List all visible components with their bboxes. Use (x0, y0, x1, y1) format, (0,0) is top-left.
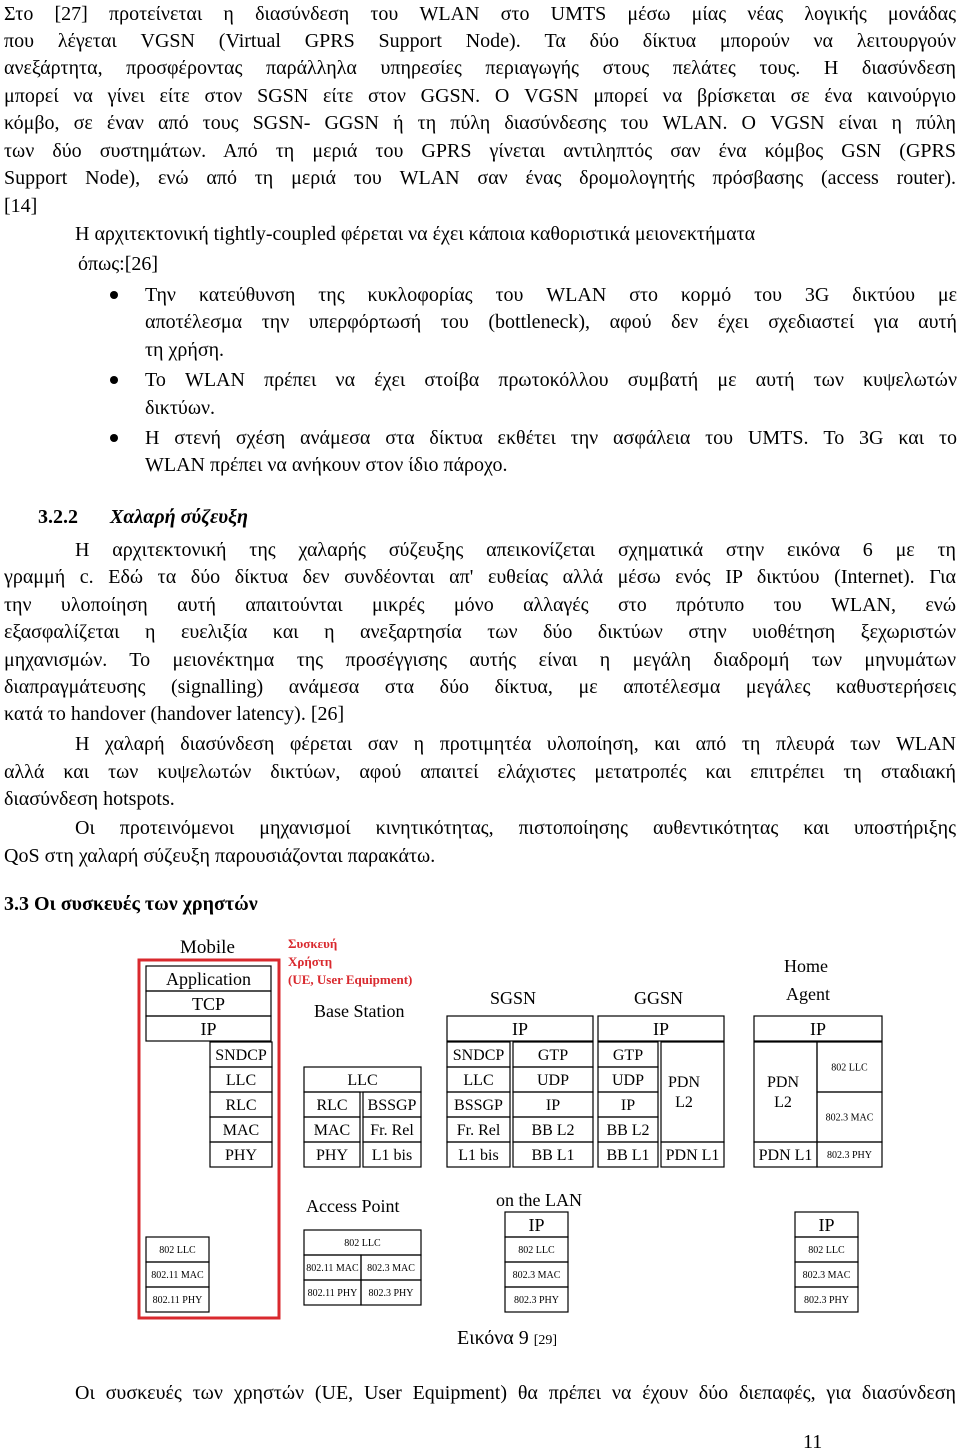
paragraph-line: όπως:[26] (78, 253, 159, 275)
on-the-lan-label: on the LAN (496, 1190, 582, 1210)
stack-label: IP (652, 1018, 670, 1039)
ggsn-l2-label: L2 (675, 1094, 693, 1111)
stack-label: PDN L1 (665, 1147, 720, 1165)
bullet-line: Την κατεύθυνση της κυκλοφορίας του WLAN στο κορμό του 3G δικτύου με (145, 284, 957, 306)
paragraph-line: διασύνδεση hotspots. (4, 788, 175, 810)
stack-label: BB L1 (531, 1147, 575, 1165)
stack-label: MAC (313, 1122, 351, 1140)
paragraph-line: ανεξάρτητα, προσφέροντας παράλληλα υπηρεσίες περιαγωγής στους πελάτες τους. Η διασύνδεση (4, 57, 956, 79)
paragraph-line: γραμμή c. Εδώ τα δύο δίκτυα δεν συνδέονται απ' ευθείας αλλά μέσω ενός IP δικτύου (Internet). Για (4, 566, 956, 588)
ggsn-pdn-label: PDN (667, 1074, 701, 1091)
paragraph-line: Η αρχιτεκτονική tightly-coupled φέρεται να έχει κάποια καθοριστικά μειονεκτήματα (75, 223, 756, 245)
paragraph-line: αλλά και των κυψελωτών δικτύων, αφού απαιτεί ελάχιστες μετατροπές και επιτρέπει τη σταδιακή (4, 761, 956, 783)
paragraph-line: μπορεί να γίνει είτε στον SGSN είτε στον GGSN. Ο VGSN μπορεί να βρίσκεται σε ένα καινούργιο (4, 85, 956, 107)
section-number: 3.2.2 (38, 506, 78, 528)
stack-label: BSSGP (454, 1097, 503, 1115)
bullet-icon (110, 434, 118, 442)
paragraph-line: Η χαλαρή διασύνδεση φέρεται σαν η προτιμητέα υλοποίηση, και από τη πλευρά των WLAN (75, 733, 956, 755)
bullet-icon (110, 291, 118, 299)
caption-text: Εικόνα 9 (457, 1327, 529, 1349)
stack-label: Fr. Rel (370, 1122, 414, 1140)
stack-box (754, 1042, 817, 1142)
stack-label: BB L2 (531, 1122, 575, 1140)
stack-label: PHY (224, 1147, 258, 1165)
stack-label: 802.3 PHY (513, 1295, 560, 1306)
paragraph-line: μηχανισμών. Το μειονέκτημα της προσέγγισης αυτής είναι η μεγάλη διαδρομή των μηνυμάτων (4, 649, 956, 671)
paragraph-line: Οι συσκευές των χρηστών (UE, User Equipment) θα πρέπει να έχουν δύο διεπαφές, για διασύνδεση (75, 1382, 956, 1404)
stack-label: TCP (191, 993, 226, 1014)
ggsn-label: GGSN (634, 988, 684, 1008)
stack-label: MAC (222, 1122, 260, 1140)
stack-label: 802.11 PHY (152, 1295, 203, 1306)
paragraph-line: [14] (4, 195, 38, 217)
stack-label: Application (166, 968, 251, 989)
stack-label: 802.3 MAC (367, 1263, 415, 1274)
paragraph-line: Η αρχιτεκτονική της χαλαρής σύζευξης απεικονίζεται σχηματικά στην εικόνα 6 με τη (75, 539, 956, 561)
stack-label: 802.11 PHY (307, 1288, 358, 1299)
access-point-label: Access Point (306, 1196, 400, 1216)
paragraph-line: των δύο συστημάτων. Από τη μεριά του GPRS γίνεται αντιληπτός σαν ένα κόμβος GSN (GPRS (4, 140, 956, 162)
stack-label: Fr. Rel (456, 1122, 501, 1140)
stack-label: LLC (463, 1072, 494, 1090)
stack-label: PDN L1 (758, 1147, 813, 1165)
bullet-line: δικτύων. (145, 397, 216, 419)
stack-label: 802.3 MAC (825, 1112, 874, 1124)
stack-label: IP (528, 1214, 545, 1235)
stack-label: L1 bis (371, 1147, 413, 1165)
stack-label: LLC (225, 1072, 257, 1090)
stack-label: PHY (315, 1147, 349, 1165)
stack-label: 802 LLC (159, 1245, 196, 1256)
stack-label: BB L2 (606, 1122, 650, 1140)
paragraph-line: Οι προτεινόμενοι μηχανισμοί κινητικότητας, πιστοποίησης αυθεντικότητας και υποστήριξης (75, 817, 956, 839)
caption-ref: [29] (533, 1333, 558, 1348)
paragraph-line: Στο [27] προτείνεται η διασύνδεση του WLAN στο UMTS μέσω μίας νέας λογικής μονάδας (4, 3, 956, 25)
stack-label: SNDCP (215, 1047, 267, 1065)
bullet-line: Το WLAN πρέπει να έχει στοίβα πρωτοκόλλου συμβατή με αυτή των κυψελωτών (145, 369, 957, 391)
stack-label: RLC (225, 1097, 257, 1115)
paragraph-line: που λέγεται VGSN (Virtual GPRS Support Node). Τα δύο δίκτυα μπορούν να λειτουργούν (4, 30, 956, 52)
home-agent-label: Agent (786, 984, 830, 1004)
stack-label: 802.3 PHY (368, 1288, 414, 1299)
stack-label: 802.11 MAC (151, 1270, 204, 1281)
stack-label: UDP (536, 1072, 570, 1090)
paragraph-line: εξασφαλίζεται η ευελιξία και η ανεξαρτησία των δύο δικτύων στην υιοθέτηση ξεχωριστών (4, 621, 956, 643)
home-agent-label: Home (784, 956, 828, 976)
stack-label: 802.3 PHY (803, 1295, 850, 1306)
annotation-line: Συσκευή (288, 936, 338, 951)
stack-label: 802 LLC (344, 1238, 381, 1249)
sgsn-label: SGSN (490, 988, 537, 1008)
stack-label: UDP (611, 1072, 645, 1090)
stack-label: 802.3 MAC (512, 1270, 561, 1281)
stack-box (661, 1042, 724, 1142)
stack-label: 802 LLC (518, 1245, 555, 1256)
stack-label: IP (809, 1018, 827, 1039)
mobile-label: Mobile (180, 937, 235, 958)
annotation-line: (UE, User Equipment) (288, 972, 413, 987)
stack-label: IP (545, 1097, 561, 1115)
paragraph-line: Support Node), ενώ από τη μεριά του WLAN σαν ένας δρομολογητής πρόσβασης (access router). (4, 167, 956, 189)
bullet-line: Η στενή σχέση ανάμεσα στα δίκτυα εκθέτει την ασφάλεια του UMTS. Το 3G και το (145, 427, 957, 449)
stack-label: GTP (612, 1047, 644, 1065)
bullet-line: WLAN πρέπει να ανήκουν στον ίδιο πάροχο. (145, 454, 508, 476)
bullet-icon (110, 376, 118, 384)
stack-label: IP (620, 1097, 636, 1115)
bullet-line: αποτέλεσμα την υπερφόρτωσή του (bottleneck), αφού δεν έχει σχεδιαστεί για αυτή (145, 311, 957, 333)
stack-label: BB L1 (606, 1147, 650, 1165)
stack-label: IP (818, 1214, 835, 1235)
stack-label: 802.3 MAC (802, 1270, 851, 1281)
paragraph-line: κατά το handover (handover latency). [26] (4, 703, 345, 725)
bullet-line: τη χρήση. (145, 339, 225, 361)
stack-label: 802 LLC (831, 1062, 868, 1074)
stack-label: LLC (347, 1072, 378, 1090)
stack-label: 802 LLC (808, 1245, 845, 1256)
section-heading: 3.3 Οι συσκευές των χρηστών (4, 893, 258, 915)
stack-label: 802.11 MAC (306, 1263, 359, 1274)
page-number: 11 (803, 1431, 823, 1453)
ha-pdn-label: PDN (766, 1074, 800, 1091)
ha-l2-label: L2 (774, 1094, 792, 1111)
paragraph-line: κόμβο, σε έναν από τους SGSN- GGSN ή τη πύλη διασύνδεσης του WLAN. Ο VGSN είναι η πύλη (4, 112, 956, 134)
annotation-line: Χρήστη (288, 954, 333, 969)
stack-label: RLC (316, 1097, 348, 1115)
stack-label: BSSGP (367, 1097, 417, 1115)
section-title: Χαλαρή σύζευξη (110, 506, 248, 528)
stack-label: SNDCP (452, 1047, 505, 1065)
stack-label: IP (200, 1018, 217, 1039)
paragraph-line: την υλοποίηση αυτή απαιτούνται μικρές μόνο αλλαγές στο πρότυπο του WLAN, ενώ (4, 594, 956, 616)
stack-label: IP (511, 1018, 529, 1039)
paragraph-line: QoS στη χαλαρή σύζευξη παρουσιάζονται παρακάτω. (4, 845, 436, 867)
stack-label: L1 bis (458, 1147, 499, 1165)
stack-label: 802.3 PHY (826, 1150, 873, 1161)
base-station-label: Base Station (314, 1001, 405, 1021)
stack-label: GTP (537, 1047, 569, 1065)
paragraph-line: διαπραγμάτευσης (signalling) ανάμεσα στα δύο δίκτυα, με αποτέλεσμα μεγάλες καθυστερήσεις (4, 676, 956, 698)
protocol-stack-figure (0, 920, 960, 1340)
figure-caption (457, 1326, 557, 1353)
